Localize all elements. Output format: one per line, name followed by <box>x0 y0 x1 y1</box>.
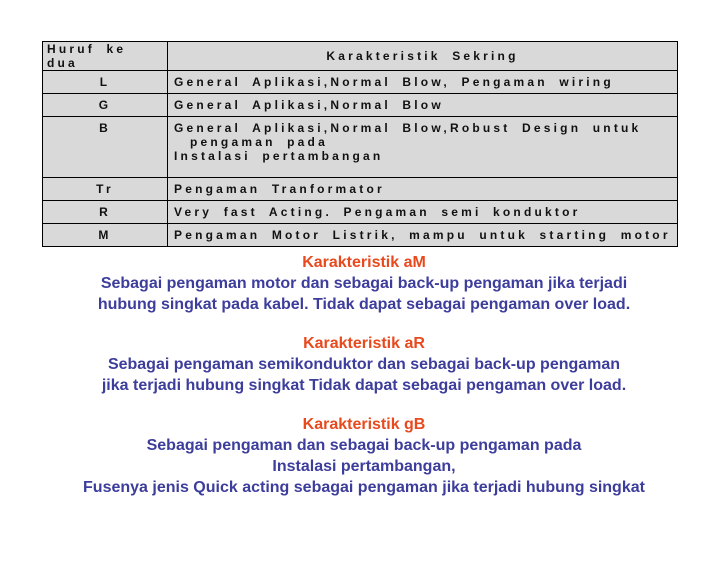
table-row <box>43 178 678 201</box>
section-am <box>0 253 728 315</box>
section-gb <box>0 415 728 498</box>
section-title: Karakteristik aR <box>303 335 425 352</box>
fuse-description-cell <box>168 117 678 178</box>
description-line: General Aplikasi,Normal Blow,Robust Design untuk <box>174 121 642 135</box>
section-line: jika terjadi hubung singkat Tidak dapat sebagai pengaman over load. <box>101 377 627 394</box>
fuse-description-cell <box>168 178 678 201</box>
description-line: Instalasi pertambangan <box>174 149 384 163</box>
section-spacer <box>0 315 728 334</box>
fuse-description-cell <box>168 71 678 94</box>
description-line: pengaman pada <box>190 135 328 149</box>
section-line: Sebagai pengaman dan sebagai back-up pengaman pada <box>146 437 582 454</box>
column-header-fuse-characteristic: Karakteristik Sekring <box>168 42 678 71</box>
section-line: Instalasi pertambangan, <box>272 458 456 475</box>
fuse-description-cell <box>168 94 678 117</box>
section-title: Karakteristik gB <box>302 416 426 433</box>
fuse-code-cell: L <box>43 71 168 94</box>
table-row <box>43 94 678 117</box>
fuse-code-cell: G <box>43 94 168 117</box>
fuse-description-cell <box>168 224 678 247</box>
section-title: Karakteristik aM <box>302 254 426 271</box>
description-line: General Aplikasi,Normal Blow, Pengaman wiring <box>174 75 614 89</box>
fuse-code-cell: M <box>43 224 168 247</box>
table-row <box>43 224 678 247</box>
fuse-code-cell: B <box>43 117 168 178</box>
section-line: hubung singkat pada kabel. Tidak dapat sebagai pengaman over load. <box>97 296 631 313</box>
description-line: Pengaman Motor Listrik, mampu untuk starting motor <box>174 228 671 242</box>
table-row <box>43 117 678 178</box>
section-line: Sebagai pengaman motor dan sebagai back-up pengaman jika terjadi <box>100 275 628 292</box>
section-line: Sebagai pengaman semikonduktor dan sebagai back-up pengaman <box>107 356 621 373</box>
description-line: Very fast Acting. Pengaman semi konduktor <box>174 205 581 219</box>
description-line: General Aplikasi,Normal Blow <box>174 98 444 112</box>
table-header-row <box>43 42 678 71</box>
description-line: Pengaman Tranformator <box>174 182 385 196</box>
table-row <box>43 201 678 224</box>
fuse-code-cell: Tr <box>43 178 168 201</box>
fuse-description-cell <box>168 201 678 224</box>
fuse-characteristics-table <box>42 41 678 247</box>
fuse-code-cell: R <box>43 201 168 224</box>
section-spacer <box>0 396 728 415</box>
table-row <box>43 71 678 94</box>
column-header-second-letter: Huruf ke dua <box>43 42 168 71</box>
section-line: Fusenya jenis Quick acting sebagai pengaman jika terjadi hubung singkat <box>83 479 645 496</box>
characteristics-notes <box>0 253 728 498</box>
section-ar <box>0 334 728 396</box>
